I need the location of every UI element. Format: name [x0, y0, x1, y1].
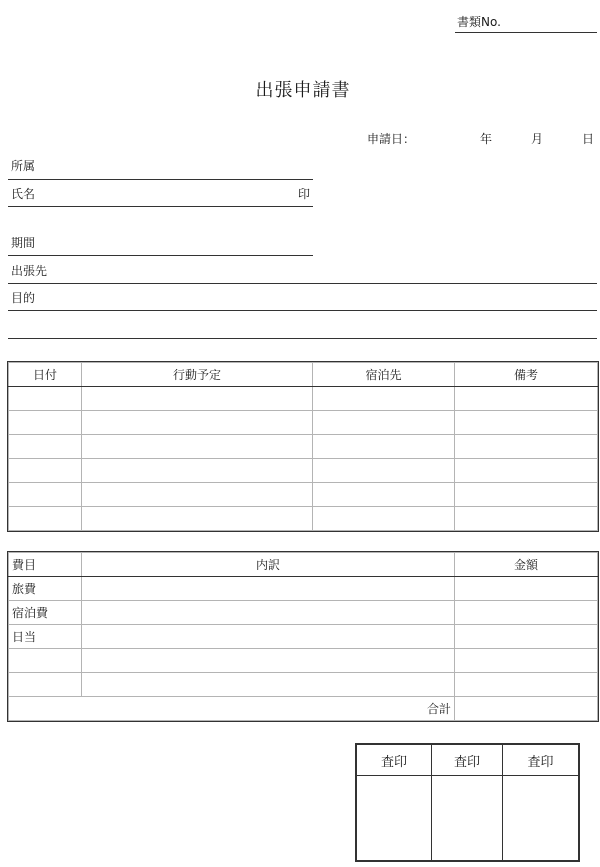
schedule-notes-cell[interactable] — [455, 435, 598, 459]
expense-header-item: 費目 — [9, 553, 82, 577]
document-number-field[interactable] — [455, 32, 597, 33]
expense-total-row — [9, 697, 598, 721]
schedule-plan-cell[interactable] — [82, 387, 313, 411]
name-field[interactable] — [8, 206, 313, 207]
schedule-date-cell[interactable] — [9, 459, 82, 483]
schedule-header-notes: 備考 — [455, 363, 598, 387]
schedule-header-plan: 行動予定 — [82, 363, 313, 387]
approval-header-2: 査印 — [432, 745, 503, 776]
seal-label: 印 — [298, 187, 311, 201]
purpose-label: 目的 — [11, 291, 36, 305]
schedule-plan-cell[interactable] — [82, 411, 313, 435]
schedule-notes-cell[interactable] — [455, 507, 598, 531]
table-row — [9, 483, 598, 507]
approval-header-row — [357, 745, 579, 776]
table-row — [9, 577, 598, 601]
schedule-plan-cell[interactable] — [82, 483, 313, 507]
page-title: 出張申請書 — [255, 80, 351, 101]
table-row — [9, 649, 598, 673]
expense-header-breakdown: 内訳 — [82, 553, 455, 577]
schedule-lodging-cell[interactable] — [313, 387, 455, 411]
expense-total-amount[interactable] — [455, 697, 598, 721]
expense-table — [8, 552, 598, 721]
schedule-header-date: 日付 — [9, 363, 82, 387]
purpose-field[interactable] — [8, 310, 597, 311]
name-label: 氏名 — [11, 187, 36, 201]
schedule-table — [8, 362, 598, 531]
schedule-header-row — [9, 363, 598, 387]
table-row — [9, 673, 598, 697]
schedule-plan-cell[interactable] — [82, 435, 313, 459]
date-month-label: 月 — [531, 132, 544, 146]
document-number-label: 書類No. — [457, 15, 501, 29]
expense-amount-cell[interactable] — [455, 601, 598, 625]
expense-total-label: 合計 — [9, 697, 455, 721]
approval-header-3: 査印 — [503, 745, 579, 776]
schedule-lodging-cell[interactable] — [313, 507, 455, 531]
schedule-notes-cell[interactable] — [455, 483, 598, 507]
destination-field[interactable] — [8, 283, 597, 284]
expense-item-cell[interactable] — [9, 673, 82, 697]
expense-item-cell: 宿泊費 — [9, 601, 82, 625]
expense-breakdown-cell[interactable] — [82, 577, 455, 601]
period-field[interactable] — [8, 255, 313, 256]
schedule-lodging-cell[interactable] — [313, 435, 455, 459]
table-row — [9, 411, 598, 435]
expense-amount-cell[interactable] — [455, 625, 598, 649]
expense-item-cell[interactable] — [9, 649, 82, 673]
expense-header-row — [9, 553, 598, 577]
expense-amount-cell[interactable] — [455, 673, 598, 697]
approval-stamp-box-2[interactable] — [432, 776, 503, 861]
expense-breakdown-cell[interactable] — [82, 673, 455, 697]
destination-label: 出張先 — [11, 264, 48, 278]
expense-item-cell: 日当 — [9, 625, 82, 649]
table-row — [9, 507, 598, 531]
expense-breakdown-cell[interactable] — [82, 601, 455, 625]
approval-stamp-box-1[interactable] — [357, 776, 432, 861]
application-date-label: 申請日： — [367, 132, 416, 146]
schedule-lodging-cell[interactable] — [313, 411, 455, 435]
schedule-notes-cell[interactable] — [455, 387, 598, 411]
schedule-notes-cell[interactable] — [455, 459, 598, 483]
schedule-date-cell[interactable] — [9, 387, 82, 411]
schedule-lodging-cell[interactable] — [313, 483, 455, 507]
table-row — [9, 435, 598, 459]
schedule-date-cell[interactable] — [9, 411, 82, 435]
schedule-notes-cell[interactable] — [455, 411, 598, 435]
purpose-field-line-2[interactable] — [8, 338, 597, 339]
date-year-label: 年 — [480, 132, 493, 146]
table-row — [9, 387, 598, 411]
approval-stamp-row — [357, 776, 579, 861]
table-row — [9, 459, 598, 483]
schedule-date-cell[interactable] — [9, 435, 82, 459]
expense-breakdown-cell[interactable] — [82, 649, 455, 673]
table-row — [9, 601, 598, 625]
table-row — [9, 625, 598, 649]
schedule-plan-cell[interactable] — [82, 507, 313, 531]
department-field[interactable] — [8, 179, 313, 180]
schedule-plan-cell[interactable] — [82, 459, 313, 483]
expense-amount-cell[interactable] — [455, 577, 598, 601]
schedule-header-lodging: 宿泊先 — [313, 363, 455, 387]
period-label: 期間 — [11, 236, 36, 250]
department-label: 所属 — [11, 159, 36, 173]
date-day-label: 日 — [582, 132, 595, 146]
schedule-date-cell[interactable] — [9, 507, 82, 531]
approval-stamp-box-3[interactable] — [503, 776, 579, 861]
schedule-date-cell[interactable] — [9, 483, 82, 507]
expense-header-amount: 金額 — [455, 553, 598, 577]
expense-breakdown-cell[interactable] — [82, 625, 455, 649]
expense-item-cell: 旅費 — [9, 577, 82, 601]
schedule-lodging-cell[interactable] — [313, 459, 455, 483]
approval-header-1: 査印 — [357, 745, 432, 776]
expense-amount-cell[interactable] — [455, 649, 598, 673]
approval-stamp-table — [356, 744, 579, 861]
